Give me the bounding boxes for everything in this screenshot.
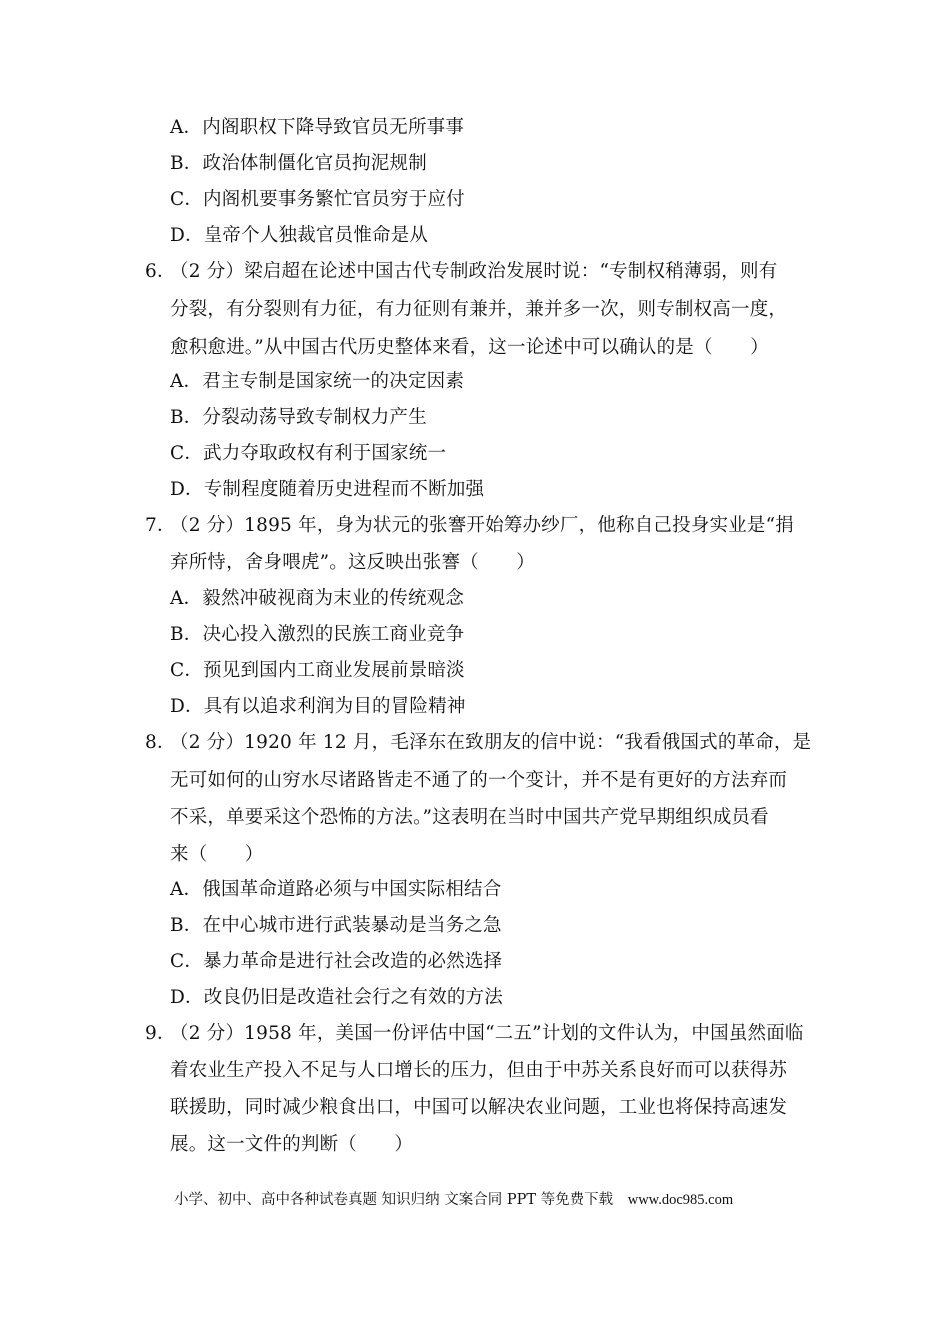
question-text-line: （2 分）梁启超在论述中国古代专制政治发展时说：“专制权稍薄弱，则有: [170, 261, 778, 282]
option-a: A．俄国革命道路必须与中国实际相结合: [170, 879, 502, 900]
question-text-line: 愈积愈进。”从中国古代历史整体来看，这一论述中可以确认的是（ ）: [170, 337, 769, 358]
question-text-line: 不采，单要采这个恐怖的方法。”这表明在当时中国共产党早期组织成员看: [170, 807, 769, 828]
page-footer: [174, 1190, 733, 1210]
option-c: C．预见到国内工商业发展前景暗淡: [170, 660, 465, 681]
option-a: A．君主专制是国家统一的决定因素: [170, 371, 465, 392]
option-a: A．内阁职权下降导致官员无所事事: [170, 117, 465, 138]
question-text-line: 来（ ）: [170, 844, 264, 865]
footer-link[interactable]: www.doc985.com: [627, 1192, 734, 1208]
question-text-line: （2 分）1895 年，身为状元的张謇开始筹办纱厂，他称自己投身实业是“捐: [170, 515, 794, 536]
option-b: B．政治体制僵化官员拘泥规制: [170, 153, 427, 174]
option-d: D．专制程度随着历史进程而不断加强: [170, 479, 485, 500]
question-number: 6．: [145, 261, 176, 282]
option-b: B．分裂动荡导致专制权力产生: [170, 407, 427, 428]
question-number: 8．: [145, 732, 176, 753]
option-d: D．具有以追求利润为目的冒险精神: [170, 696, 466, 717]
option-b: B．决心投入激烈的民族工商业竞争: [170, 624, 465, 645]
footer-text: 小学、初中、高中各种试卷真题 知识归纳 文案合同 PPT 等免费下载: [174, 1192, 614, 1208]
option-c: C．暴力革命是进行社会改造的必然选择: [170, 951, 503, 972]
question-text-line: 分裂，有分裂则有力征，有力征则有兼并，兼并多一次，则专制权高一度，: [170, 299, 788, 320]
question-text-line: （2 分）1920 年 12 月，毛泽东在致朋友的信中说：“我看俄国式的革命，是: [170, 732, 812, 753]
question-text-line: 着农业生产投入不足与人口增长的压力，但由于中苏关系良好而可以获得苏: [170, 1060, 788, 1081]
question-number: 7．: [145, 515, 176, 536]
option-d: D．改良仍旧是改造社会行之有效的方法: [170, 987, 503, 1008]
option-b: B．在中心城市进行武装暴动是当务之急: [170, 915, 502, 936]
question-text-line: 无可如何的山穷水尽诸路皆走不通了的一个变计，并不是有更好的方法弃而: [170, 770, 788, 791]
option-a: A．毅然冲破视商为末业的传统观念: [170, 588, 465, 609]
question-text-line: 联援助，同时减少粮食出口，中国可以解决农业问题，工业也将保持高速发: [170, 1097, 788, 1118]
option-c: C．内阁机要事务繁忙官员穷于应付: [170, 189, 465, 210]
question-text-line: 弃所恃，舍身喂虎”。这反映出张謇（ ）: [170, 552, 535, 573]
question-text-line: 展。这一文件的判断（ ）: [170, 1134, 414, 1155]
question-text-line: （2 分）1958 年，美国一份评估中国“二五”计划的文件认为，中国虽然面临: [170, 1023, 804, 1044]
option-c: C．武力夺取政权有利于国家统一: [170, 443, 447, 464]
option-d: D．皇帝个人独裁官员惟命是从: [170, 225, 429, 246]
question-number: 9．: [145, 1023, 176, 1044]
